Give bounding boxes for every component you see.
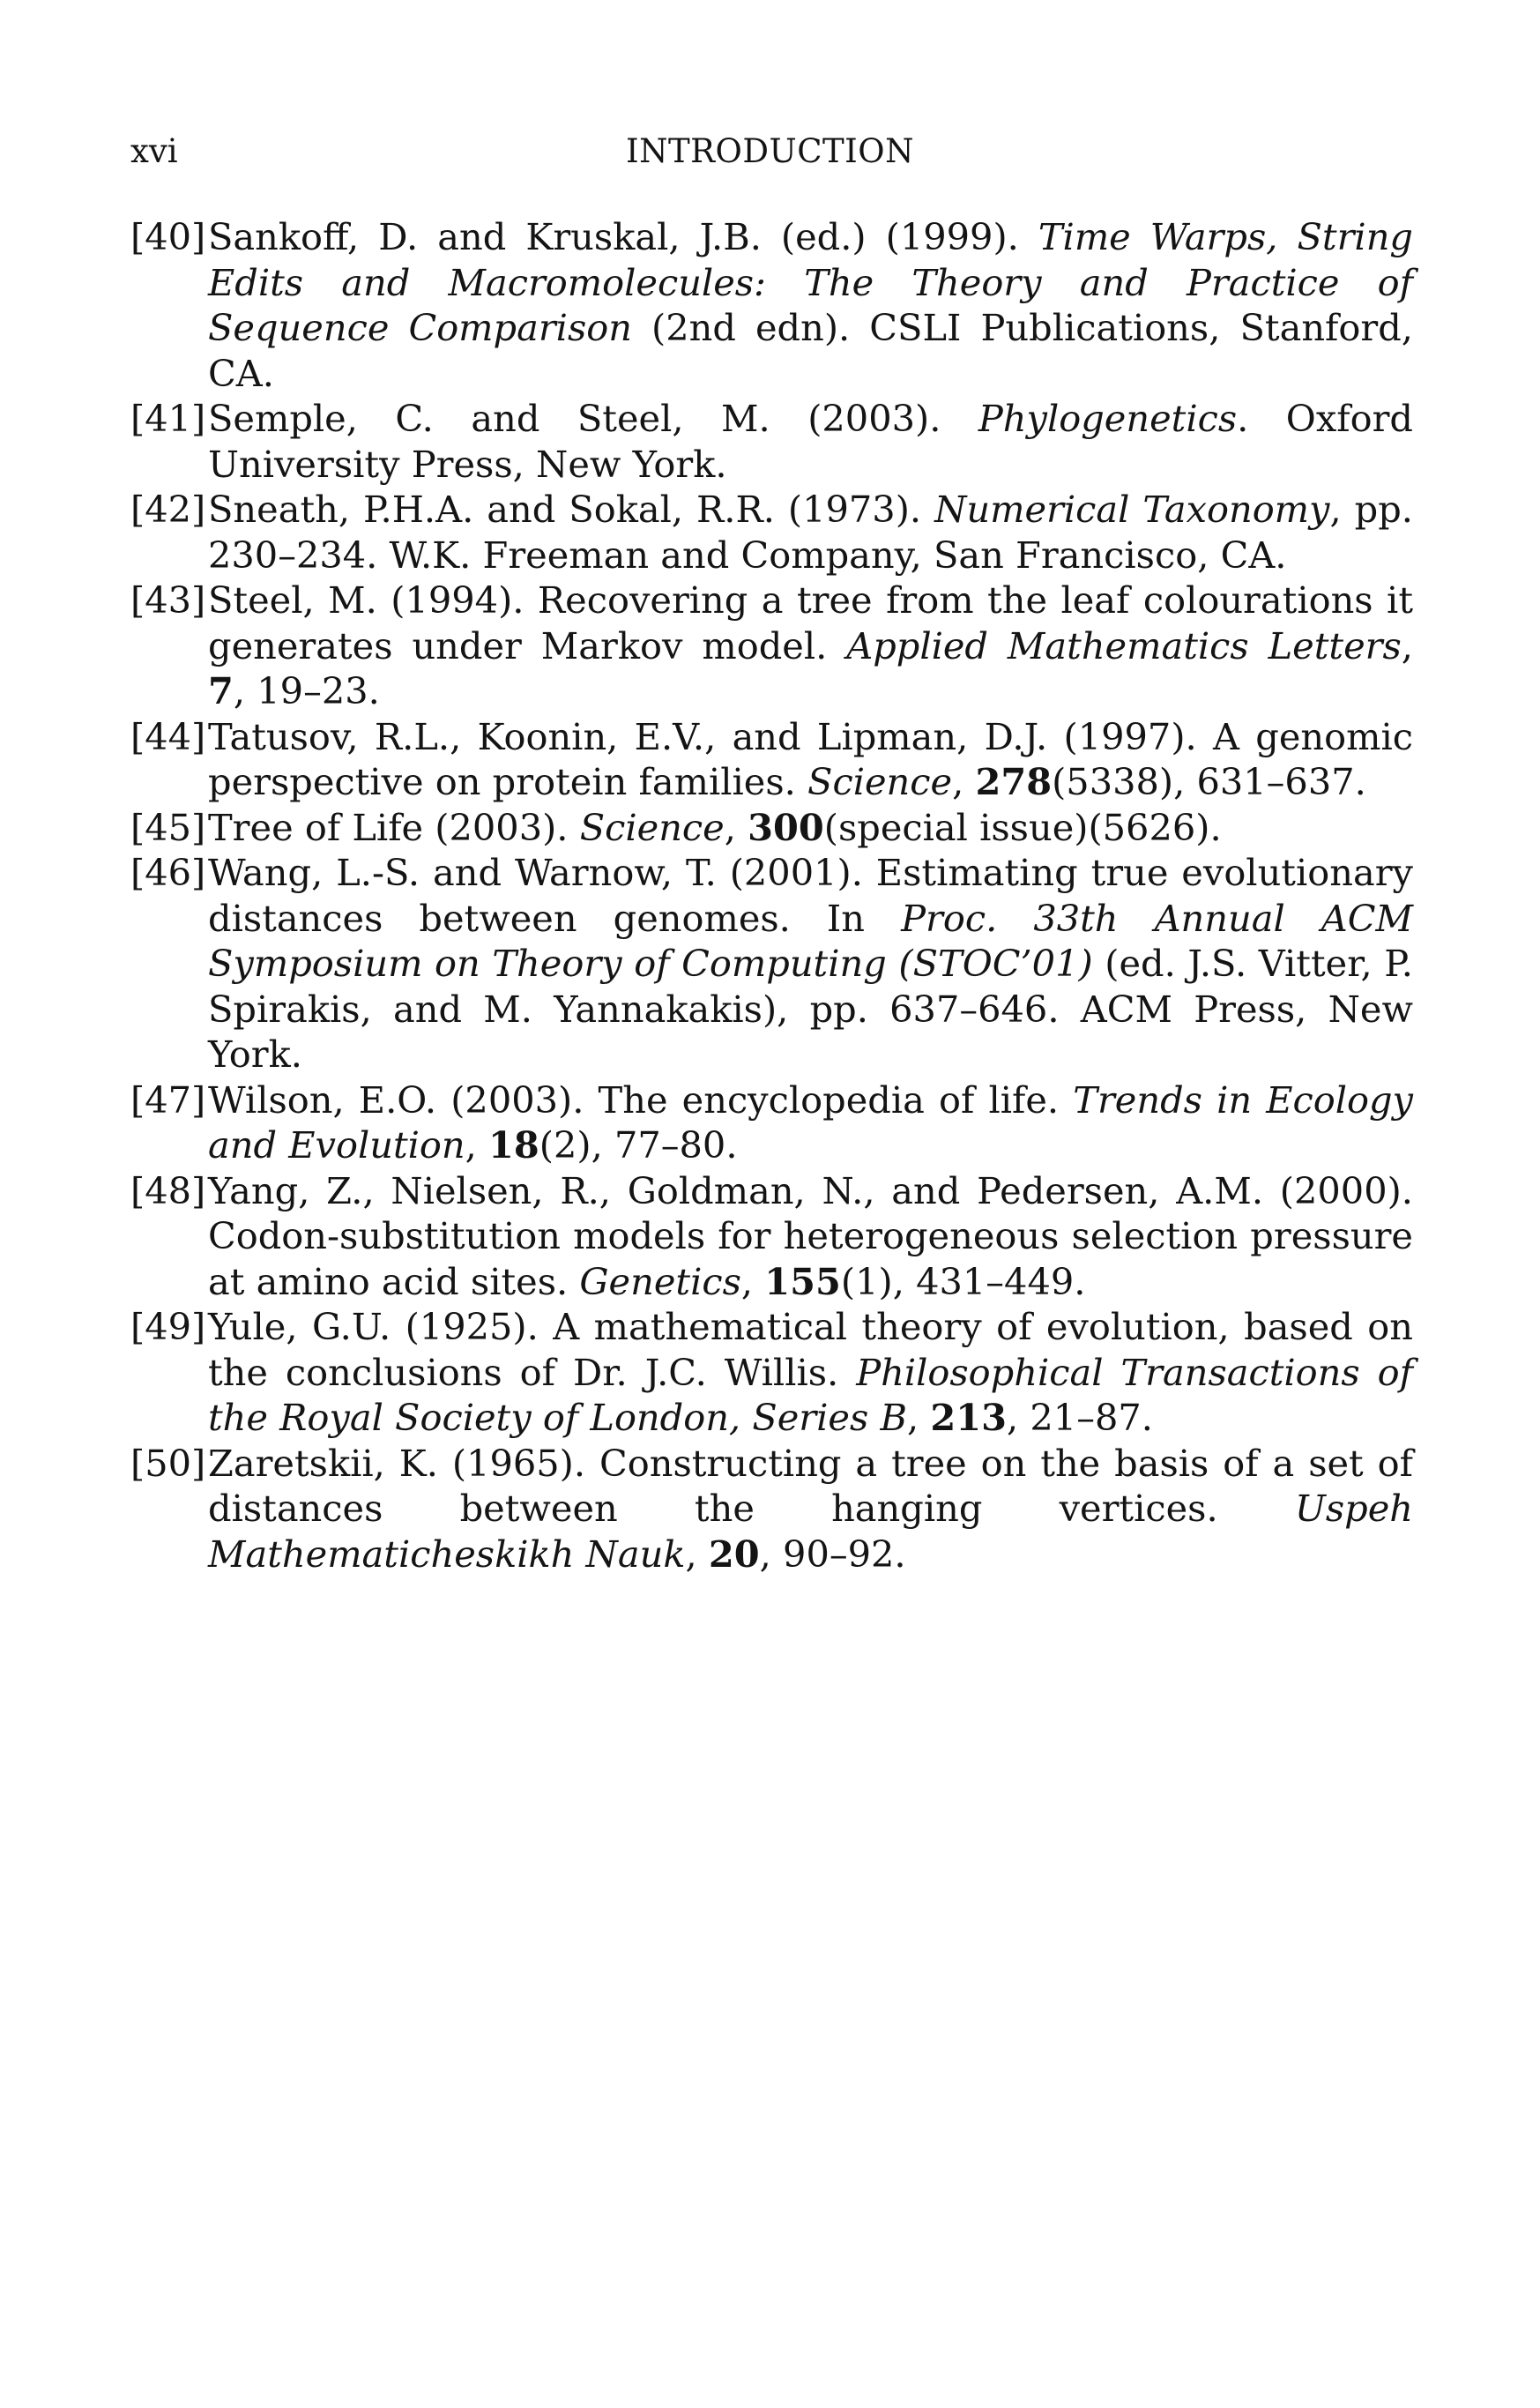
reference-title: Philosophical Transactions of the Royal Society of London, Series B [208, 1350, 1413, 1439]
reference-text-segment: Semple, C. and Steel, M. (2003). [208, 397, 978, 440]
reference-text [208, 1304, 1413, 1441]
reference-text-segment: Sankoff, D. and Kruskal, J.B. (ed.) (1999). [208, 215, 1038, 258]
reference-text-segment: (special issue)(5626). [823, 805, 1222, 849]
reference-volume: 213 [930, 1396, 1007, 1439]
reference-text [208, 396, 1413, 487]
reference-text-segment: , 19–23. [233, 669, 380, 712]
reference-text-segment: Steel, M. (1994). Recovering a tree from the leaf colourations it generates under Markov model. [208, 578, 1413, 667]
reference-volume: 300 [748, 805, 824, 849]
running-title: INTRODUCTION [625, 132, 915, 170]
reference-text-segment: Wang, L.-S. and Warnow, T. (2001). Estimating true evolutionary distances between genomes. In [208, 851, 1413, 940]
reference-number: [40] [130, 215, 206, 258]
reference-text-segment: Yule, G.U. (1925). A mathematical theory of evolution, based on the conclusions of Dr. J.C. Willis. [208, 1305, 1413, 1394]
reference-title: Numerical Taxonomy [934, 488, 1330, 531]
reference-text-segment: (2nd edn). CSLI Publications, Stanford, CA. [208, 306, 1413, 395]
reference-text-segment: (2), 77–80. [539, 1123, 738, 1167]
reference-title: Applied Mathematics Letters [846, 623, 1402, 667]
reference-number: [41] [130, 397, 206, 440]
reference-number: [48] [130, 1168, 206, 1212]
reference-title: Proc. 33th Annual ACM Symposium on Theory of Computing (STOC’01) [208, 896, 1413, 985]
reference-text [208, 850, 1413, 1077]
reference-text-segment: (5338), 631–637. [1052, 760, 1366, 803]
reference-volume: 7 [208, 669, 234, 712]
reference-text-segment: Zaretskii, K. (1965). Constructing a tree on the basis of a set of distances between the hanging vertices. [208, 1441, 1413, 1530]
reference-entry [130, 714, 1413, 805]
reference-number: [44] [130, 714, 206, 758]
reference-number: [42] [130, 488, 206, 531]
reference-title: Uspeh Mathematicheskikh Nauk [208, 1487, 1413, 1576]
reference-text-segment: , [465, 1123, 489, 1167]
reference-title: Science [807, 760, 953, 803]
reference-text-segment: Wilson, E.O. (2003). The encyclopedia of life. [208, 1077, 1074, 1122]
reference-text-segment: , 90–92. [759, 1532, 906, 1576]
reference-entry [130, 1304, 1413, 1441]
reference-text-segment: Sneath, P.H.A. and Sokal, R.R. (1973). [208, 488, 935, 531]
reference-text-segment: , [906, 1396, 931, 1439]
reference-number: [46] [130, 851, 206, 894]
reference-number: [49] [130, 1305, 206, 1348]
reference-entry [130, 578, 1413, 714]
reference-entry [130, 1077, 1413, 1168]
reference-text [208, 214, 1413, 396]
reference-volume: 18 [488, 1123, 539, 1167]
reference-volume: 155 [764, 1259, 841, 1303]
reference-title: Science [579, 805, 725, 849]
reference-text-segment: (ed. J.S. Vitter, P. Spirakis, and M. Yannakakis), pp. 637–646. ACM Press, New York. [208, 942, 1413, 1076]
reference-title: Phylogenetics [978, 397, 1238, 440]
reference-title: Trends in Ecology and Evolution [208, 1077, 1414, 1167]
reference-title: Genetics [579, 1259, 741, 1303]
reference-text [208, 578, 1413, 714]
reference-title: Time Warps, String Edits and Macromolecules: The Theory and Practice of Sequence Comparison [208, 215, 1413, 349]
reference-text-segment: Tatusov, R.L., Koonin, E.V., and Lipman, D.J. (1997). A genomic perspective on protein families. [208, 714, 1413, 803]
reference-text-segment: , pp. 230–234. W.K. Freeman and Company, San Francisco, CA. [208, 488, 1413, 577]
reference-number: [45] [130, 805, 206, 849]
reference-text [208, 487, 1413, 578]
reference-volume: 20 [708, 1532, 760, 1576]
reference-entry [130, 396, 1413, 487]
reference-text [208, 714, 1413, 805]
reference-text [208, 1441, 1413, 1577]
reference-list [130, 214, 1413, 1577]
reference-text-segment: , [724, 805, 748, 849]
reference-text-segment: Tree of Life (2003). [208, 805, 580, 849]
reference-text-segment: , [952, 760, 976, 803]
reference-number: [47] [130, 1077, 206, 1122]
reference-volume: 278 [975, 760, 1053, 803]
reference-entry [130, 487, 1413, 578]
reference-text-segment: , [740, 1259, 765, 1303]
reference-text-segment: (1), 431–449. [840, 1259, 1086, 1303]
reference-entry [130, 214, 1413, 396]
reference-text-segment: . Oxford University Press, New York. [208, 397, 1413, 486]
reference-number: [43] [130, 578, 206, 622]
reference-entry [130, 805, 1413, 851]
reference-text-segment: , 21–87. [1007, 1396, 1153, 1439]
reference-entry [130, 1168, 1413, 1305]
reference-entry [130, 850, 1413, 1077]
reference-text-segment: , [685, 1532, 709, 1576]
reference-text [208, 805, 1413, 851]
reference-text [208, 1168, 1413, 1305]
reference-text-segment: , [1401, 623, 1413, 667]
reference-text [208, 1077, 1413, 1168]
reference-number: [50] [130, 1441, 206, 1485]
page-number: xvi [130, 132, 178, 170]
reference-entry [130, 1441, 1413, 1577]
reference-text-segment: Yang, Z., Nielsen, R., Goldman, N., and Pedersen, A.M. (2000). Codon-substitution models for heterogeneous selection pressure at amino acid sites. [208, 1168, 1413, 1303]
